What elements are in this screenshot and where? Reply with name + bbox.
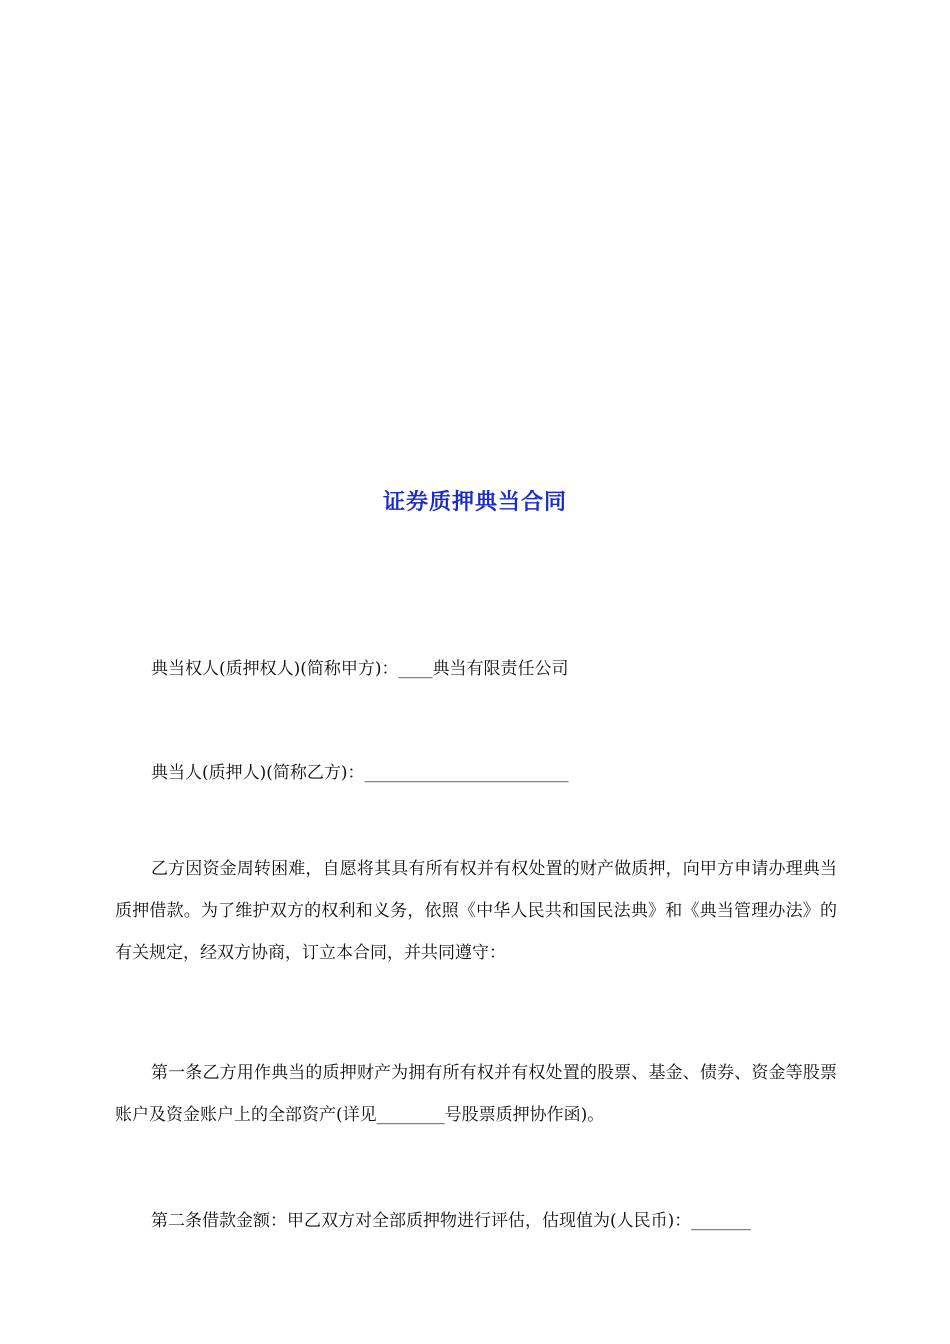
preamble-paragraph: 乙方因资金周转困难，自愿将其具有所有权并有权处置的财产做质押，向甲方申请办理典当质押借款。为了维护双方的权利和义务，依照《中华人民共和国民法典》和《典当管理办法》的有关规定，经双方协商，订立本合同，并共同遵守： xyxy=(115,859,837,963)
document-title: 证券质押典当合同 xyxy=(382,489,567,515)
article-two-paragraph: 第二条借款金额：甲乙双方对全部质押物进行评估，估现值为(人民币)：_______ xyxy=(151,1211,751,1231)
pawnee-party-line: 典当权人(质押权人)(简称甲方)：____典当有限责任公司 xyxy=(151,659,569,679)
article-one-paragraph: 第一条乙方用作典当的质押财产为拥有所有权并有权处置的股票、基金、债券、资金等股票账户及资金账户上的全部资产(详见________号股票质押协作函)。 xyxy=(115,1063,837,1125)
pawner-party-line: 典当人(质押人)(简称乙方)：________________________ xyxy=(151,763,569,783)
